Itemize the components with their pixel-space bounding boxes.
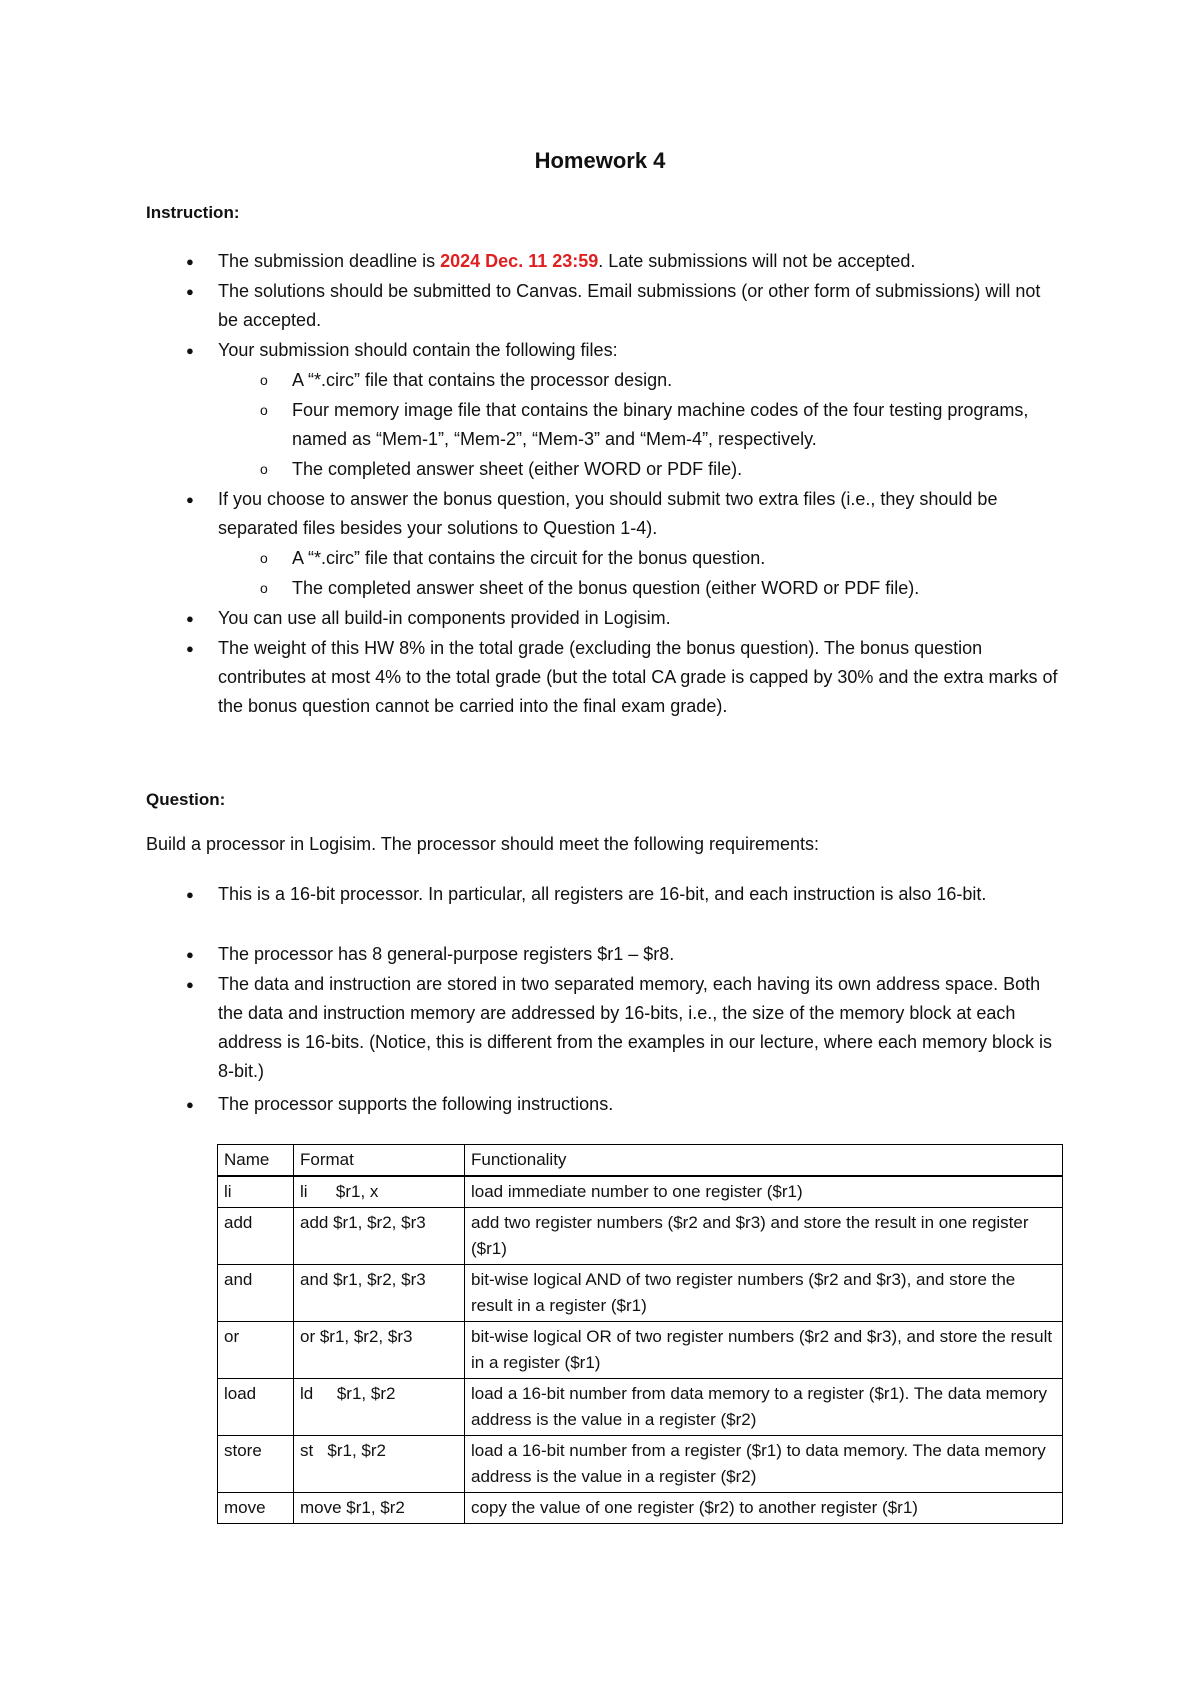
table-row: [218, 1379, 1063, 1436]
instruction-table: [217, 1144, 1063, 1524]
list-item-contain: ● Your submission should contain the following files:: [218, 336, 1058, 365]
table-cell-format: li $r1, x: [294, 1176, 465, 1208]
table-row: [218, 1208, 1063, 1265]
table-cell-functionality: load a 16-bit number from data memory to a register ($r1). The data memory address is the value in a register ($r2): [465, 1379, 1063, 1436]
list-item-components: ● You can use all build-in components provided in Logisim.: [218, 604, 1058, 633]
table-cell-format: or $r1, $r2, $r3: [294, 1322, 465, 1379]
table-row: [218, 1322, 1063, 1379]
circle-bullet-icon: o: [260, 550, 268, 566]
table-row: [218, 1493, 1063, 1524]
bullet-icon: ●: [186, 284, 194, 299]
list-item-req4: ● The processor supports the following instructions.: [218, 1090, 1058, 1119]
sublist-item-circ: o A “*.circ” file that contains the processor design.: [292, 366, 1058, 395]
table-row: [218, 1265, 1063, 1322]
instruction-heading: Instruction:: [146, 203, 240, 222]
table-cell-format: move $r1, $r2: [294, 1493, 465, 1524]
page-title: Homework 4: [534, 148, 666, 173]
circle-bullet-icon: o: [260, 402, 268, 418]
table-cell-name: li: [218, 1176, 294, 1208]
bullet-icon: ●: [186, 254, 194, 269]
sublist-item-bonus-circ: o A “*.circ” file that contains the circuit for the bonus question.: [292, 544, 1058, 573]
table-cell-functionality: copy the value of one register ($r2) to another register ($r1): [465, 1493, 1063, 1524]
list-item-deadline: ● The submission deadline is 2024 Dec. 11 23:59. Late submissions will not be accepted.: [218, 247, 1058, 276]
sublist-item-answer: o The completed answer sheet (either WORD or PDF file).: [292, 455, 1058, 484]
table-cell-functionality: load immediate number to one register ($r1): [465, 1176, 1063, 1208]
sublist-item-bonus-answer: o The completed answer sheet of the bonus question (either WORD or PDF file).: [292, 574, 1058, 603]
table-cell-name: or: [218, 1322, 294, 1379]
table-row: [218, 1176, 1063, 1208]
bullet-icon: ●: [186, 1097, 194, 1112]
table-cell-name: store: [218, 1436, 294, 1493]
table-cell-name: add: [218, 1208, 294, 1265]
bullet-icon: ●: [186, 887, 194, 902]
table-cell-format: ld $r1, $r2: [294, 1379, 465, 1436]
circle-bullet-icon: o: [260, 461, 268, 477]
list-item-req3: ● The data and instruction are stored in two separated memory, each having its own address space. Both the data and instruction memory are addressed by 16-bits, i.e., the size of the memory block at each address is 16-bits. (Notice, this is different from the examples in our lecture, where each memory block is 8-bit.): [218, 970, 1058, 1086]
table-cell-functionality: bit-wise logical AND of two register numbers ($r2 and $r3), and store the result in a register ($r1): [465, 1265, 1063, 1322]
table-cell-format: add $r1, $r2, $r3: [294, 1208, 465, 1265]
table-cell-name: and: [218, 1265, 294, 1322]
question-intro: Build a processor in Logisim. The processor should meet the following requirements:: [146, 834, 820, 854]
table-header-cell: Format: [294, 1145, 465, 1177]
table-cell-format: st $r1, $r2: [294, 1436, 465, 1493]
table-cell-format: and $r1, $r2, $r3: [294, 1265, 465, 1322]
question-heading: Question:: [146, 790, 226, 809]
table-row: [218, 1436, 1063, 1493]
table-header-cell: Functionality: [465, 1145, 1063, 1177]
bullet-icon: ●: [186, 611, 194, 626]
bullet-icon: ●: [186, 977, 194, 992]
table-cell-name: move: [218, 1493, 294, 1524]
list-item-bonus: ● If you choose to answer the bonus question, you should submit two extra files (i.e., they should be separated files besides your solutions to Question 1-4).: [218, 485, 1058, 543]
list-item-canvas: ● The solutions should be submitted to Canvas. Email submissions (or other form of submissions) will not be accepted.: [218, 277, 1058, 335]
list-item-weight: ● The weight of this HW 8% in the total grade (excluding the bonus question). The bonus question contributes at most 4% to the total grade (but the total CA grade is capped by 30% and the extra marks of the bonus question cannot be carried into the final exam grade).: [218, 634, 1058, 721]
bullet-icon: ●: [186, 641, 194, 656]
list-item-req1: ● This is a 16-bit processor. In particular, all registers are 16-bit, and each instruction is also 16-bit.: [218, 880, 1058, 909]
sublist-item-memory: o Four memory image file that contains the binary machine codes of the four testing programs, named as “Mem-1”, “Mem-2”, “Mem-3” and “Mem-4”, respectively.: [292, 396, 1058, 454]
table-cell-functionality: bit-wise logical OR of two register numbers ($r2 and $r3), and store the result in a register ($r1): [465, 1322, 1063, 1379]
table-cell-functionality: add two register numbers ($r2 and $r3) and store the result in one register ($r1): [465, 1208, 1063, 1265]
table-header-cell: Name: [218, 1145, 294, 1177]
bullet-icon: ●: [186, 947, 194, 962]
bullet-icon: ●: [186, 343, 194, 358]
table-cell-name: load: [218, 1379, 294, 1436]
circle-bullet-icon: o: [260, 580, 268, 596]
table-header-row: [218, 1145, 1063, 1177]
bullet-icon: ●: [186, 492, 194, 507]
list-item-req2: ● The processor has 8 general-purpose registers $r1 – $r8.: [218, 940, 1058, 969]
deadline-date: 2024 Dec. 11 23:59: [440, 251, 599, 271]
table-cell-functionality: load a 16-bit number from a register ($r1) to data memory. The data memory address is the value in a register ($r2): [465, 1436, 1063, 1493]
circle-bullet-icon: o: [260, 372, 268, 388]
